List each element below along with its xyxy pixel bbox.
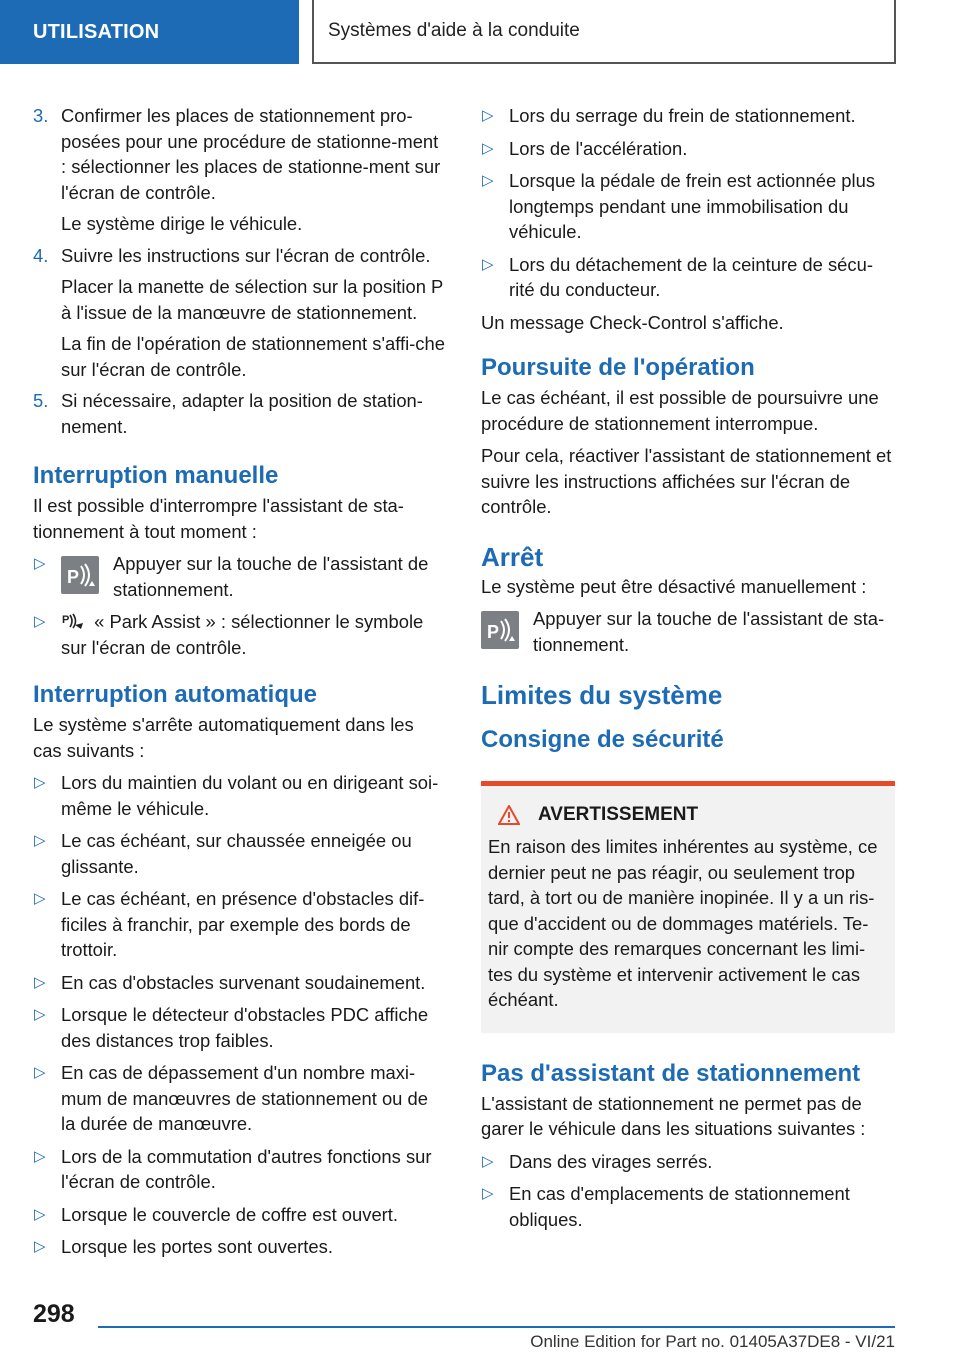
list-item-text: Lors du maintien du volant ou en dirigeant soi-même le véhicule. — [61, 772, 439, 819]
list-item-text: « Park Assist » : sélectionner le symbole sur l'écran de contrôle. — [61, 611, 424, 658]
list-item — [481, 1181, 895, 1232]
triangle-bullet-icon: ▷ — [34, 890, 46, 907]
list-item-text: Lors de la commutation d'autres fonctions sur l'écran de contrôle. — [61, 1145, 432, 1192]
step-subtext: La fin de l'opération de stationnement s'affi‐che sur l'écran de contrôle. — [61, 333, 445, 380]
list-item-text: Lorsque les portes sont ouvertes. — [61, 1236, 333, 1257]
triangle-bullet-icon: ▷ — [34, 1147, 46, 1165]
heading-automatic-interruption: Interruption automatique — [33, 681, 317, 708]
list-item — [33, 1202, 447, 1228]
heading-safety-note: Consigne de sécurité — [481, 726, 724, 753]
stop-item — [481, 606, 895, 657]
list-item-text: Le cas échéant, en présence d'obstacles dif‐ficiles à franchir, par exemple des bords de trottoir. — [61, 888, 425, 960]
list-item-text: Le cas échéant, sur chaussée enneigée ou glissante. — [61, 830, 412, 877]
heading-no-parking-assistant: Pas d'assistant de stationnement — [481, 1059, 861, 1087]
triangle-bullet-icon: ▷ — [34, 832, 46, 849]
step-subtext: Le système dirige le véhicule. — [61, 213, 303, 234]
stop-item-text: Appuyer sur la touche de l'assistant de sta‐tionnement. — [533, 608, 885, 655]
triangle-bullet-icon: ▷ — [482, 107, 494, 124]
triangle-bullet-icon: ▷ — [34, 555, 46, 572]
page-header — [0, 0, 960, 66]
triangle-bullet-icon: ▷ — [482, 1185, 494, 1202]
triangle-bullet-icon: ▷ — [34, 613, 46, 630]
warning-triangle-icon — [498, 805, 520, 825]
footer-edition: Online Edition for Part no. 01405A37DE8 - VI/21 — [530, 1332, 895, 1351]
triangle-bullet-icon: ▷ — [34, 1006, 46, 1023]
list-item-text: Lorsque le couvercle de coffre est ouvert. — [61, 1203, 399, 1225]
check-control-message: Un message Check-Control s'affiche. — [481, 311, 784, 333]
list-item — [481, 168, 895, 245]
list-item-text: Dans des virages serrés. — [509, 1150, 713, 1172]
list-item — [481, 103, 895, 129]
list-item-text: Lorsque le détecteur d'obstacles PDC affiche des distances trop faibles. — [61, 1004, 429, 1051]
no-assist-intro: L'assistant de stationnement ne permet pas de garer le véhicule dans les situations suivantes : — [481, 1092, 866, 1139]
list-item-text: En cas d'emplacements de stationnement obliques. — [509, 1183, 850, 1230]
svg-text:P: P — [62, 614, 70, 626]
list-item — [481, 252, 895, 303]
list-item-text: Lors du serrage du frein de stationnement. — [509, 105, 856, 126]
step-text: Suivre les instructions sur l'écran de contrôle. — [61, 244, 431, 266]
stop-intro: Le système peut être désactivé manuellement : — [481, 575, 867, 597]
triangle-bullet-icon: ▷ — [482, 255, 494, 273]
step-text: Confirmer les places de stationnement pro‐posées pour une procédure de stationne‐ment : sélectionner les places de stationne‐ment sur l'écran de contrôle. — [61, 105, 441, 203]
continue-p2: Pour cela, réactiver l'assistant de stationnement et suivre les instructions affichées sur l'écran de contrôle. — [481, 445, 892, 517]
list-item — [33, 770, 447, 821]
svg-text:P: P — [67, 567, 80, 587]
triangle-bullet-icon: ▷ — [34, 1064, 46, 1081]
right-column — [481, 103, 895, 1239]
warning-title — [488, 804, 888, 826]
warning-box — [481, 781, 895, 1033]
step-number: 3. — [33, 105, 49, 126]
list-item — [481, 136, 895, 162]
auto-intro: Le système s'arrête automatiquement dans les cas suivants : — [33, 714, 414, 761]
step-3 — [33, 103, 447, 237]
manual-intro: Il est possible d'interrompre l'assistant de sta‐tionnement à tout moment : — [33, 495, 404, 542]
list-item — [33, 970, 447, 996]
park-assist-symbol-icon — [61, 611, 85, 631]
warning-text: En raison des limites inhérentes au système, ce dernier peut ne pas réagir, ou seulement trop tard, à tort ou de manière inopinée. Il y a un ris‐que d'accident ou de dommages matériels. Te‐nir compte des remarques concernant les limi‐tes du système et intervenir activement le cas échéant. — [488, 836, 878, 1010]
chapter-title: Systèmes d'aide à la conduite — [312, 0, 896, 64]
list-item — [33, 1234, 447, 1260]
step-number: 4. — [33, 244, 49, 266]
warning-title-text: AVERTISSEMENT — [538, 804, 699, 825]
page-number: 298 — [33, 1300, 75, 1328]
list-item-text: En cas d'obstacles survenant soudainement. — [61, 971, 426, 993]
list-item — [33, 551, 447, 602]
triangle-bullet-icon: ▷ — [482, 172, 494, 189]
triangle-bullet-icon: ▷ — [34, 774, 46, 791]
list-item — [33, 1144, 447, 1195]
park-assist-button-icon — [61, 556, 99, 594]
list-item — [481, 1149, 895, 1175]
heading-continue: Poursuite de l'opération — [481, 354, 755, 381]
left-column — [33, 103, 447, 1267]
list-item-text: Appuyer sur la touche de l'assistant de stationnement. — [113, 553, 429, 600]
triangle-bullet-icon: ▷ — [34, 973, 46, 991]
list-item — [33, 1002, 447, 1053]
heading-stop: Arrêt — [481, 541, 544, 572]
list-item — [33, 886, 447, 963]
list-item — [33, 1060, 447, 1137]
continue-p1: Le cas échéant, il est possible de poursuivre une procédure de stationnement interrompue. — [481, 387, 879, 434]
triangle-bullet-icon: ▷ — [482, 139, 494, 157]
list-item — [33, 609, 447, 660]
list-item-text: Lors du détachement de la ceinture de sécu‐rité du conducteur. — [509, 253, 873, 300]
step-number: 5. — [33, 390, 49, 411]
triangle-bullet-icon: ▷ — [34, 1205, 46, 1223]
triangle-bullet-icon: ▷ — [482, 1152, 494, 1170]
list-item-text: En cas de dépassement d'un nombre maxi‐mum de manœuvres de stationnement ou de la durée de manœuvre. — [61, 1062, 428, 1134]
heading-system-limits: Limites du système — [481, 680, 723, 710]
step-4 — [33, 243, 447, 383]
step-5 — [33, 388, 447, 439]
list-item — [33, 828, 447, 879]
svg-text:P: P — [487, 622, 500, 642]
list-item-text: Lorsque la pédale de frein est actionnée plus longtemps pendant une immobilisation du véhicule. — [509, 170, 876, 242]
step-text: Si nécessaire, adapter la position de station‐nement. — [61, 390, 423, 437]
triangle-bullet-icon: ▷ — [34, 1238, 46, 1255]
section-title: UTILISATION — [0, 0, 299, 64]
footer-divider — [98, 1326, 895, 1328]
list-item-text: Lors de l'accélération. — [509, 137, 688, 159]
park-assist-button-icon — [481, 611, 519, 649]
heading-manual-interruption: Interruption manuelle — [33, 462, 279, 489]
step-subtext: Placer la manette de sélection sur la position P à l'issue de la manœuvre de stationnement. — [61, 276, 443, 323]
